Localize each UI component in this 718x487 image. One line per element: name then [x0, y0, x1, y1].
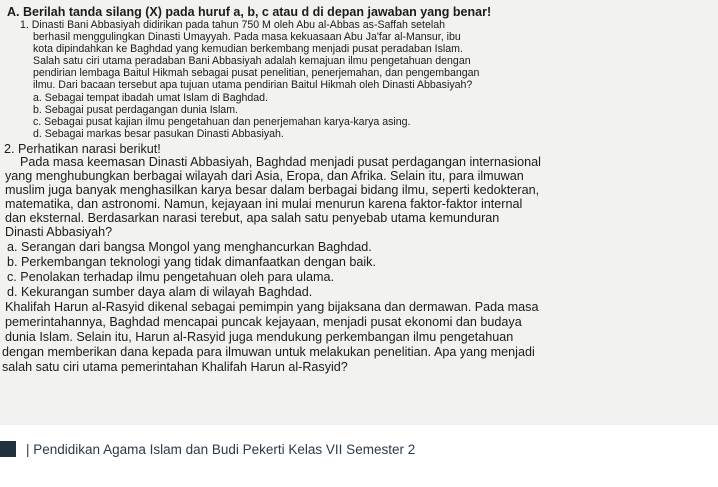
q3-line-4: dengan memberikan dana kepada para ilmuwan untuk melakukan penelitian. Apa yang menjadi — [2, 346, 535, 359]
q1-line-6: ilmu. Dari bacaan tersebut apa tujuan utama pendirian Baitul Hikmah oleh Dinasti Abbasiyah? — [33, 80, 473, 91]
q2-option-d[interactable]: d. Kekurangan sumber daya alam di wilayah Baghdad. — [7, 286, 313, 299]
q2-line-2: yang menghubungkan berbagai wilayah dari Asia, Eropa, dan Afrika. Selain itu, para ilmuwan — [5, 170, 524, 183]
q3-line-2: pemerintahannya, Baghdad mencapai puncak kejayaan, menjadi pusat ekonomi dan budaya — [5, 316, 522, 329]
q2-line-4: matematika, dan astronomi. Namun, kejayaan ini mulai menurun karena faktor-faktor internal — [5, 198, 523, 211]
q1-line-1: 1. Dinasti Bani Abbasiyah didirikan pada tahun 750 M oleh Abu al-Abbas as-Saffah setelah — [20, 20, 446, 31]
q2-intro: 2. Perhatikan narasi berikut! — [4, 143, 161, 156]
q1-option-d[interactable]: d. Sebagai markas besar pasukan Dinasti Abbasiyah. — [33, 129, 284, 140]
q2-option-b[interactable]: b. Perkembangan teknologi yang tidak dimanfaatkan dengan baik. — [7, 256, 376, 269]
q1-line-4: Salah satu ciri utama peradaban Bani Abbasiyah adalah kemajuan ilmu pengetahuan dengan — [33, 56, 471, 67]
q1-line-3: kota dipindahkan ke Baghdad yang kemudian berkembang menjadi pusat peradaban Islam. — [33, 44, 463, 55]
q2-line-3: muslim juga banyak menghasilkan karya besar dalam berbagai bidang ilmu, seperti kedokteran, — [5, 184, 540, 197]
q1-option-b[interactable]: b. Sebagai pusat perdagangan dunia Islam. — [33, 105, 238, 116]
q2-line-6: Dinasti Abbasiyah? — [5, 226, 113, 239]
q2-line-5: dan eksternal. Berdasarkan narasi terebut, apa salah satu penyebab utama kemunduran — [5, 212, 500, 225]
q1-option-c[interactable]: c. Sebagai pusat kajian ilmu pengetahuan dan penerjemahan karya-karya asing. — [33, 117, 411, 128]
q1-line-5: pendirian lembaga Baitul Hikmah sebagai pusat penelitian, penerjemahan, dan pengembangan — [33, 68, 480, 79]
q1-line-2: berhasil menggulingkan Dinasti Umayyah. Pada masa kekuasaan Abu Ja'far al-Mansur, ibu — [33, 32, 461, 43]
q3-line-5: salah satu ciri utama pemerintahan Khalifah Harun al-Rasyid? — [2, 361, 348, 374]
q3-line-3: dunia Islam. Selain itu, Harun al-Rasyid juga mendukung perkembangan ilmu pengetahuan — [5, 331, 514, 344]
q2-option-c[interactable]: c. Penolakan terhadap ilmu pengetahuan oleh para ulama. — [7, 271, 334, 284]
q2-line-1: Pada masa keemasan Dinasti Abbasiyah, Baghdad menjadi pusat perdagangan internasional — [20, 156, 541, 169]
footer-book-title: | Pendidikan Agama Islam dan Budi Pekerti Kelas VII Semester 2 — [26, 442, 416, 457]
q2-option-a[interactable]: a. Serangan dari bangsa Mongol yang menghancurkan Baghdad. — [7, 241, 372, 254]
section-heading: A. Berilah tanda silang (X) pada huruf a, b, c atau d di depan jawaban yang benar! — [7, 6, 492, 19]
q1-option-a[interactable]: a. Sebagai tempat ibadah umat Islam di Baghdad. — [33, 93, 268, 104]
q3-line-1: Khalifah Harun al-Rasyid dikenal sebagai pemimpin yang bijaksana dan dermawan. Pada masa — [5, 301, 539, 314]
page-number-marker — [0, 441, 16, 457]
